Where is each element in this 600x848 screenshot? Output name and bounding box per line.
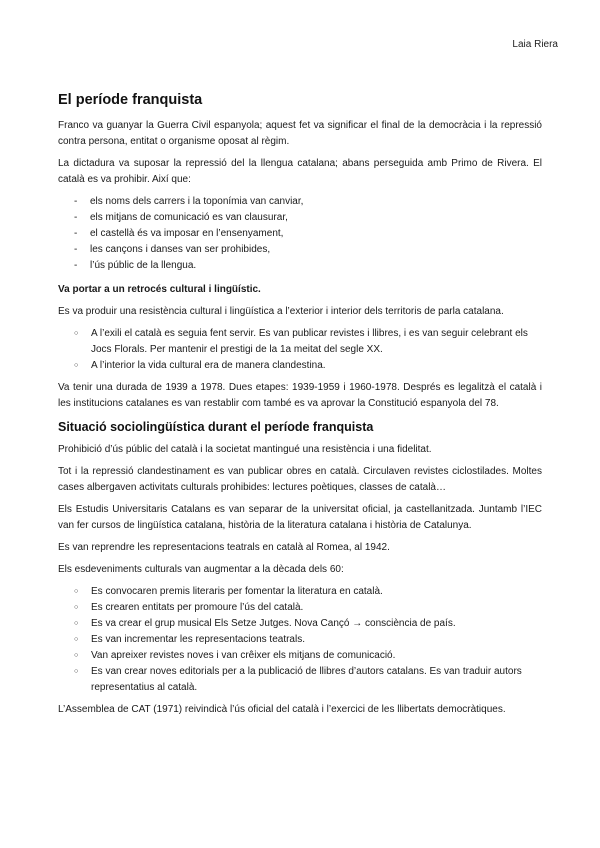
section-paragraph: Prohibició d’ús públic del català i la societat mantingué una resistència i una fidelitat. — [58, 444, 432, 455]
closing-paragraph: L’Assemblea de CAT (1971) reivindicà l’ús oficial del català i l’exercici de les llibertats democràtiques. — [58, 704, 506, 715]
list-item: ○ Van apreixer revistes noves i van crêixer els mitjans de comunicació. — [58, 648, 542, 664]
duration-paragraph: Va tenir una durada de 1939 a 1978. Dues etapes: 1939-1959 i 1960-1978. Després es legalitzà el català i les institucions catalanes es van restablir com també es va aprovar la Constitució espanyola del 78. — [58, 382, 542, 409]
list-item: ○ Es van incrementar les representacions teatrals. — [58, 632, 542, 648]
section-paragraph: Tot i la repressió clandestinament es van publicar obres en català. Circulaven revistes ciclostilades. Moltes cases albergaven activitats culturals prohibides: lectures poètiques, classes de català… — [58, 466, 542, 493]
list-item: ○ Es convocaren premis literaris per fomentar la literatura en català. — [58, 584, 542, 600]
section-paragraph: Es van reprendre les representacions teatrals en català al Romea, al 1942. — [58, 542, 390, 553]
resistance-list — [58, 326, 542, 374]
author-header: Laia Riera — [512, 39, 558, 50]
list-item: ○ Es crearen entitats per promoure l’ús del català. — [58, 600, 542, 616]
list-item: - els mitjans de comunicació es van clausurar, — [58, 210, 542, 226]
section-paragraph: Els Estudis Universitaris Catalans es van separar de la universitat oficial, ja castellanitzada. Juntamb l’IEC van fer cursos de lingüística catalana, història de la literatura catalana i història de Catalunya. — [58, 504, 542, 531]
intro-paragraph: La dictadura va suposar la repressió del la llengua catalana; abans perseguida amb Primo de Rivera. El català es va prohibir. Així que: — [58, 158, 542, 185]
list-item: - l’ús públic de la llengua. — [58, 258, 542, 274]
list-item: ○ A l’exili el català es seguia fent servir. Es van publicar revistes i llibres, i es van seguir celebrant els Jocs Florals. Per mantenir el prestigi de la 1a meitat del segle XX. — [58, 326, 542, 358]
list-item: - les cançons i danses van ser prohibides, — [58, 242, 542, 258]
prohibitions-list — [58, 194, 542, 274]
section-heading: Situació sociolingüística durant el període franquista — [58, 420, 374, 434]
list-item: ○ Es va crear el grup musical Els Setze Jutges. Nova Cançó → consciència de país. — [58, 616, 542, 632]
list-item: - els noms dels carrers i la toponímia van canviar, — [58, 194, 542, 210]
list-item: - el castellà és va imposar en l’ensenyament, — [58, 226, 542, 242]
list-item: ○ Es van crear noves editorials per a la publicació de llibres d’autors catalans. Es van traduir autors representatius al català. — [58, 664, 542, 696]
list-item: ○ A l’interior la vida cultural era de manera clandestina. — [58, 358, 542, 374]
setback-statement: Va portar a un retrocés cultural i lingüístic. — [58, 284, 261, 295]
page-title: El període franquista — [58, 92, 203, 108]
intro-paragraph: Franco va guanyar la Guerra Civil espanyola; aquest fet va significar el final de la democràcia i la repressió contra persona, entitat o organisme oposat al règim. — [58, 120, 542, 147]
section-paragraph: Els esdeveniments culturals van augmentar a la dècada dels 60: — [58, 564, 344, 575]
document-body — [58, 90, 542, 724]
events-list — [58, 584, 542, 696]
resistance-paragraph: Es va produir una resistència cultural i lingüística a l’exterior i interior dels territoris de parla catalana. — [58, 306, 504, 317]
